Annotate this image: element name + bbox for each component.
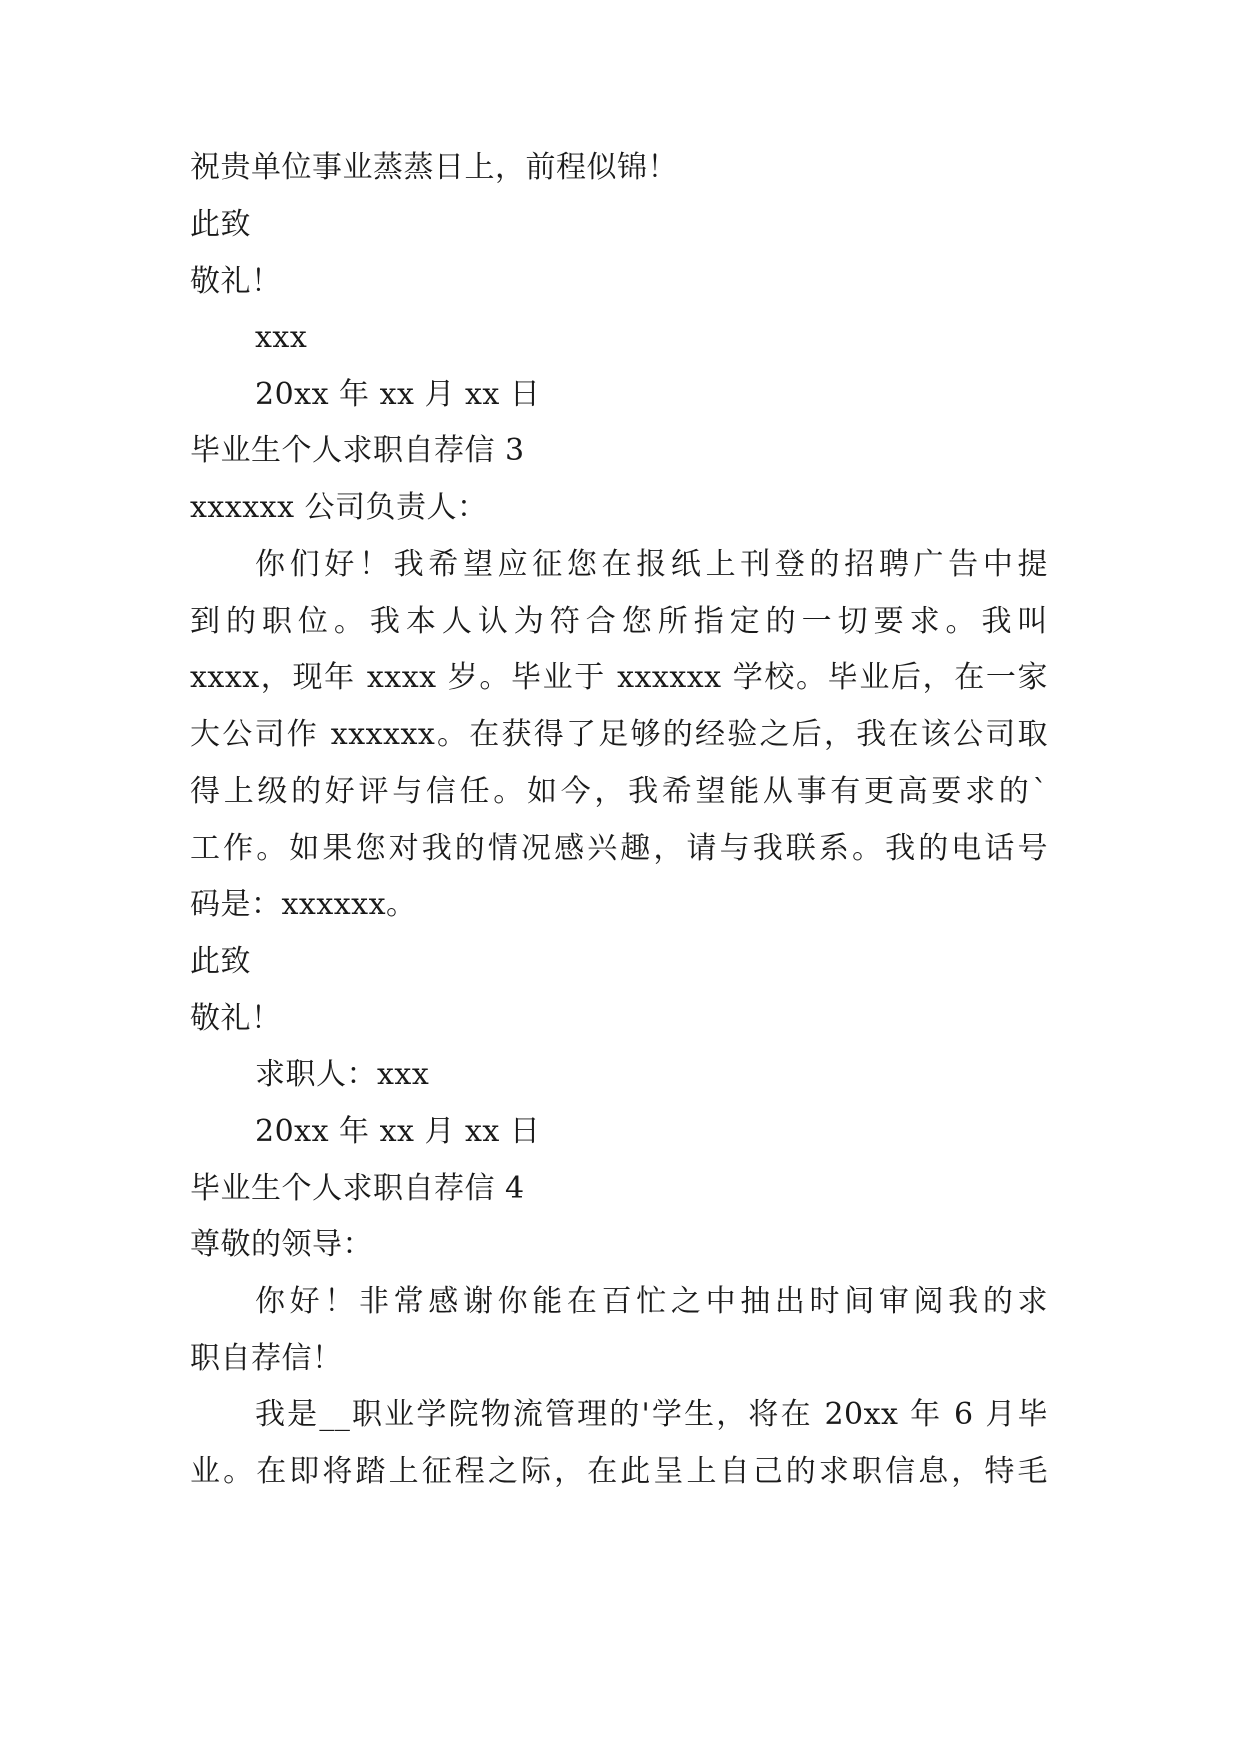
body-line: 得上级的好评与信任。如今，我希望能从事有更高要求的`: [190, 774, 1048, 809]
letter-addressee: xxxxxx 公司负责人：: [190, 490, 488, 525]
signature-name: 求职人：xxx: [255, 1057, 430, 1092]
signature-date: 20xx 年 xx 月 xx 日: [255, 377, 541, 412]
signature-date: 20xx 年 xx 月 xx 日: [255, 1114, 541, 1149]
salutation-jingli: 敬礼！: [190, 264, 282, 299]
signature-name: xxx: [255, 320, 308, 355]
closing-wish: 祝贵单位事业蒸蒸日上，前程似锦！: [190, 150, 678, 185]
body-line: xxxx，现年 xxxx 岁。毕业于 xxxxxx 学校。毕业后，在一家: [190, 660, 1048, 695]
body-line: 工作。如果您对我的情况感兴趣，请与我联系。我的电话号: [190, 831, 1048, 866]
salutation-cizhi: 此致: [190, 207, 251, 242]
body-line: 我是__职业学院物流管理的'学生，将在 20xx 年 6 月毕: [255, 1397, 1048, 1432]
section-heading-4: 毕业生个人求职自荐信 4: [190, 1171, 525, 1206]
body-line: 码是：xxxxxx。: [190, 887, 417, 922]
body-line: 职自荐信！: [190, 1341, 343, 1376]
body-line: 到的职位。我本人认为符合您所指定的一切要求。我叫: [190, 604, 1048, 639]
body-line: 你们好！我希望应征您在报纸上刊登的招聘广告中提: [255, 547, 1048, 582]
salutation-jingli: 敬礼！: [190, 1001, 282, 1036]
body-line: 大公司作 xxxxxx。在获得了足够的经验之后，我在该公司取: [190, 717, 1048, 752]
letter-addressee: 尊敬的领导：: [190, 1227, 373, 1262]
section-heading-3: 毕业生个人求职自荐信 3: [190, 433, 525, 468]
salutation-cizhi: 此致: [190, 944, 251, 979]
body-line: 你好！非常感谢你能在百忙之中抽出时间审阅我的求: [255, 1284, 1048, 1319]
body-line: 业。在即将踏上征程之际，在此呈上自己的求职信息，特毛: [190, 1454, 1048, 1489]
